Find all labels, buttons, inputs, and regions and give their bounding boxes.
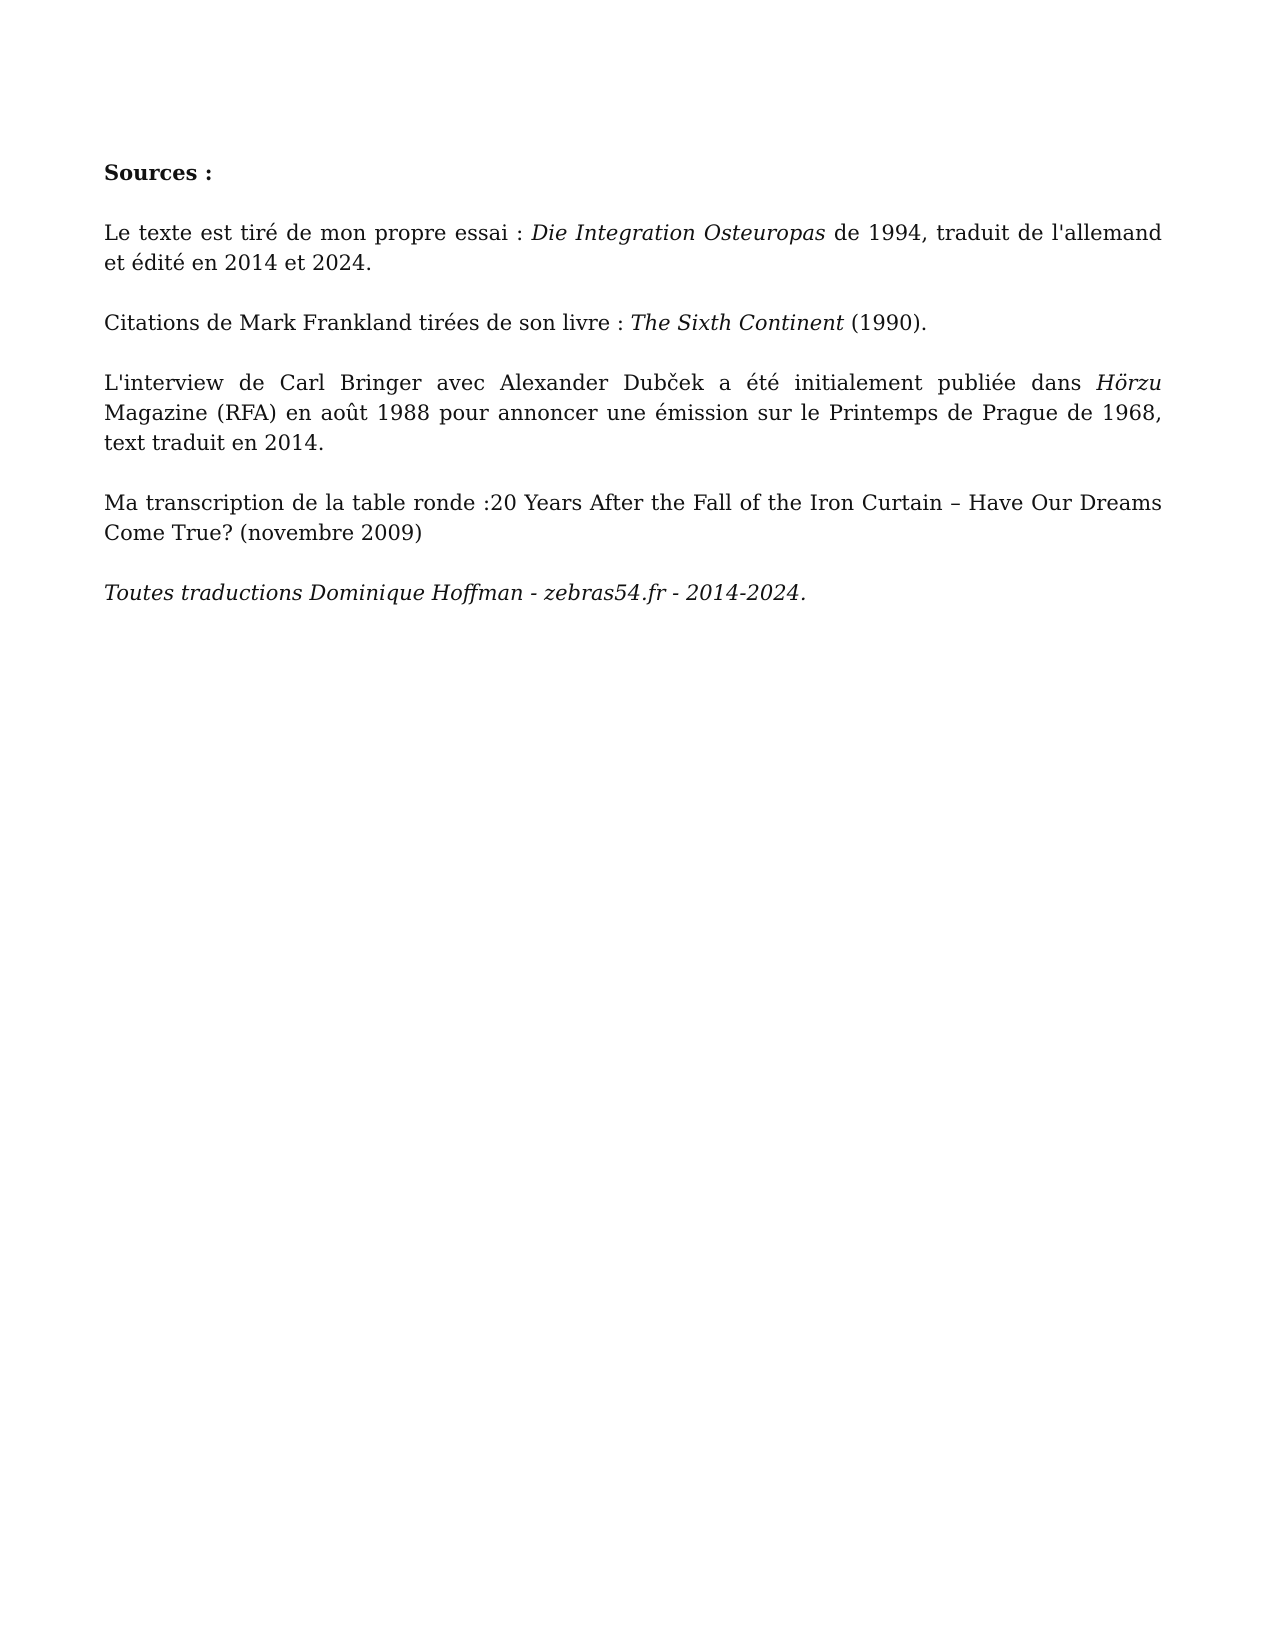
essay-title: Die Integration Osteuropas	[531, 221, 826, 245]
source-book-paragraph	[104, 308, 1162, 338]
book-title: The Sixth Continent	[630, 311, 845, 335]
book-text-after: (1990).	[844, 311, 928, 335]
translation-credit: Toutes traductions Dominique Hoffman - zebras54.fr - 2014-2024.	[104, 581, 807, 605]
essay-text-after: de 1994, traduit de l'allemand et édité en 2014 et 2024.	[104, 221, 1162, 275]
book-text-before: Citations de Mark Frankland tirées de son livre :	[104, 311, 631, 335]
document-body	[104, 158, 1162, 608]
interview-text-before: L'interview de Carl Bringer avec Alexander Dubček a été initialement publiée dans	[104, 371, 1097, 395]
source-interview-paragraph	[104, 368, 1162, 458]
source-essay-paragraph	[104, 218, 1162, 278]
magazine-title: Hörzu	[1096, 371, 1162, 395]
sources-heading: Sources :	[104, 160, 213, 185]
essay-text-before: Le texte est tiré de mon propre essai :	[104, 221, 532, 245]
interview-text-after: Magazine (RFA) en août 1988 pour annoncer une émission sur le Printemps de Prague de 1968, text traduit en 2014.	[104, 401, 1162, 455]
source-transcript-paragraph: Ma transcription de la table ronde :20 Years After the Fall of the Iron Curtain – Have Our Dreams Come True? (novembre 2009)	[104, 491, 1162, 545]
